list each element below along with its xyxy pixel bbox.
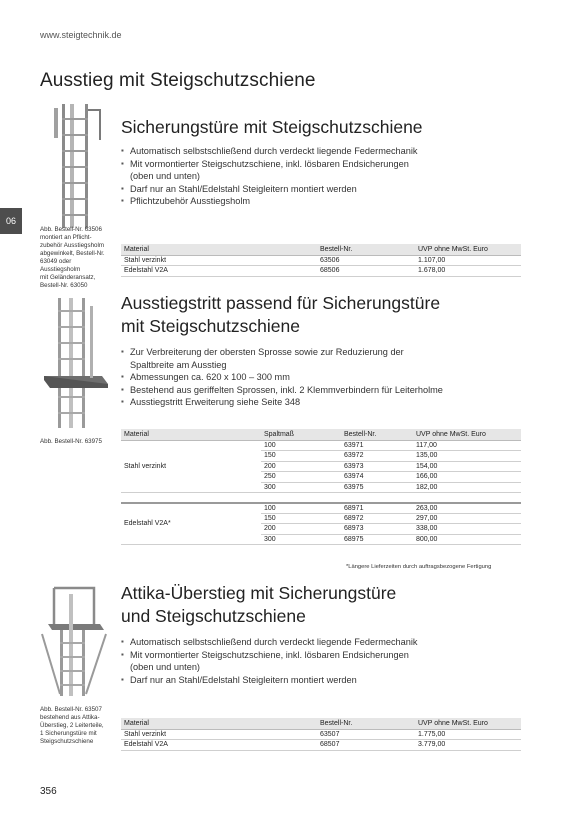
table-row: 200 68973 338,00 bbox=[121, 524, 521, 535]
feature-list bbox=[121, 636, 521, 686]
figure-caption: Abb. Bestell-Nr. 63506 montiert an Pflicht- zubehör Ausstiegsholm abgewinkelt, Bestell-Nr. 63049 oder Ausstiegsholm mit Geländeransatz, Bestell-Nr. 63050 bbox=[40, 226, 105, 289]
table-row: Edelstahl V2A 68507 3.779,00 bbox=[121, 740, 521, 751]
table-row: Stahl verzinkt 63506 1.107,00 bbox=[121, 255, 521, 266]
table-spacer bbox=[121, 493, 521, 503]
table-row: 300 68975 800,00 bbox=[121, 534, 521, 545]
table-row: Stahl verzinkt 100 63971 117,00 bbox=[121, 440, 521, 451]
section-title: Ausstiegstritt passend für Sicherungstüre mit Steigschutzschiene bbox=[121, 293, 441, 336]
list-item: ▪ Automatisch selbstschließend durch verdeckt liegende Federmechanik bbox=[121, 145, 521, 158]
figure-caption: Abb. Bestell-Nr. 63507 bestehend aus Attika- Überstieg, 2 Leiterteile, 1 Sicherungstüre mit Steigschutzschiene bbox=[40, 706, 104, 745]
table-row: 300 63975 182,00 bbox=[121, 482, 521, 493]
table-header: Material Spaltmaß Bestell-Nr. UVP ohne MwSt. Euro bbox=[121, 429, 521, 440]
table-row: 150 68972 297,00 bbox=[121, 513, 521, 524]
page-title: Ausstieg mit Steigschutzschiene bbox=[40, 70, 316, 91]
chapter-tab: 06 bbox=[0, 208, 22, 234]
feature-list bbox=[121, 346, 521, 409]
table-row: Edelstahl V2A 68506 1.678,00 bbox=[121, 266, 521, 277]
feature-list bbox=[121, 145, 521, 208]
list-item: ▪ Mit vormontierter Steigschutzschiene, inkl. lösbaren Endsicherungen (oben und unten) bbox=[121, 649, 521, 674]
section-title: Attika-Überstieg mit Sicherungstüre und Steigschutzschiene bbox=[121, 583, 397, 626]
website-url[interactable]: www.steigtechnik.de bbox=[40, 30, 122, 40]
ladder-door-image bbox=[40, 100, 108, 230]
footnote: *Längere Lieferzeiten durch auftragsbezogene Fertigung bbox=[346, 564, 492, 570]
list-item: ▪ Bestehend aus geriffelten Sprossen, inkl. 2 Klemmverbindern für Leiterholme bbox=[121, 384, 521, 397]
table-row: 250 63974 166,00 bbox=[121, 472, 521, 483]
list-item: ▪ Automatisch selbstschließend durch verdeckt liegende Federmechanik bbox=[121, 636, 521, 649]
table-row: 200 63973 154,00 bbox=[121, 461, 521, 472]
list-item: ▪ Abmessungen ca. 620 x 100 – 300 mm bbox=[121, 371, 521, 384]
list-item: ▪ Darf nur an Stahl/Edelstahl Steigleitern montiert werden bbox=[121, 183, 521, 196]
ladder-platform-image bbox=[40, 296, 108, 431]
list-item: ▪ Darf nur an Stahl/Edelstahl Steigleitern montiert werden bbox=[121, 674, 521, 687]
section-title: Sicherungstüre mit Steigschutzschiene bbox=[121, 117, 423, 137]
list-item: ▪ Zur Verbreiterung der obersten Sprosse sowie zur Reduzierung der Spaltbreite am Ausstieg bbox=[121, 346, 521, 371]
attika-crossover-image bbox=[40, 584, 108, 698]
table-row: Stahl verzinkt 63507 1.775,00 bbox=[121, 729, 521, 740]
table-header: Material Bestell-Nr. UVP ohne MwSt. Euro bbox=[121, 718, 521, 729]
table-header: Material Bestell-Nr. UVP ohne MwSt. Euro bbox=[121, 244, 521, 255]
figure-caption: Abb. Bestell-Nr. 63975 bbox=[40, 438, 102, 445]
list-item: ▪ Ausstiegstritt Erweiterung siehe Seite 348 bbox=[121, 396, 521, 409]
list-item: ▪ Mit vormontierter Steigschutzschiene, inkl. lösbaren Endsicherungen (oben und unten) bbox=[121, 158, 521, 183]
page-number: 356 bbox=[40, 786, 57, 797]
table-row: 150 63972 135,00 bbox=[121, 451, 521, 462]
price-table bbox=[121, 244, 521, 277]
price-table bbox=[121, 718, 521, 751]
price-table bbox=[121, 429, 521, 545]
table-row: Edelstahl V2A* 100 68971 263,00 bbox=[121, 503, 521, 514]
list-item: ▪ Pflichtzubehör Ausstiegsholm bbox=[121, 195, 521, 208]
